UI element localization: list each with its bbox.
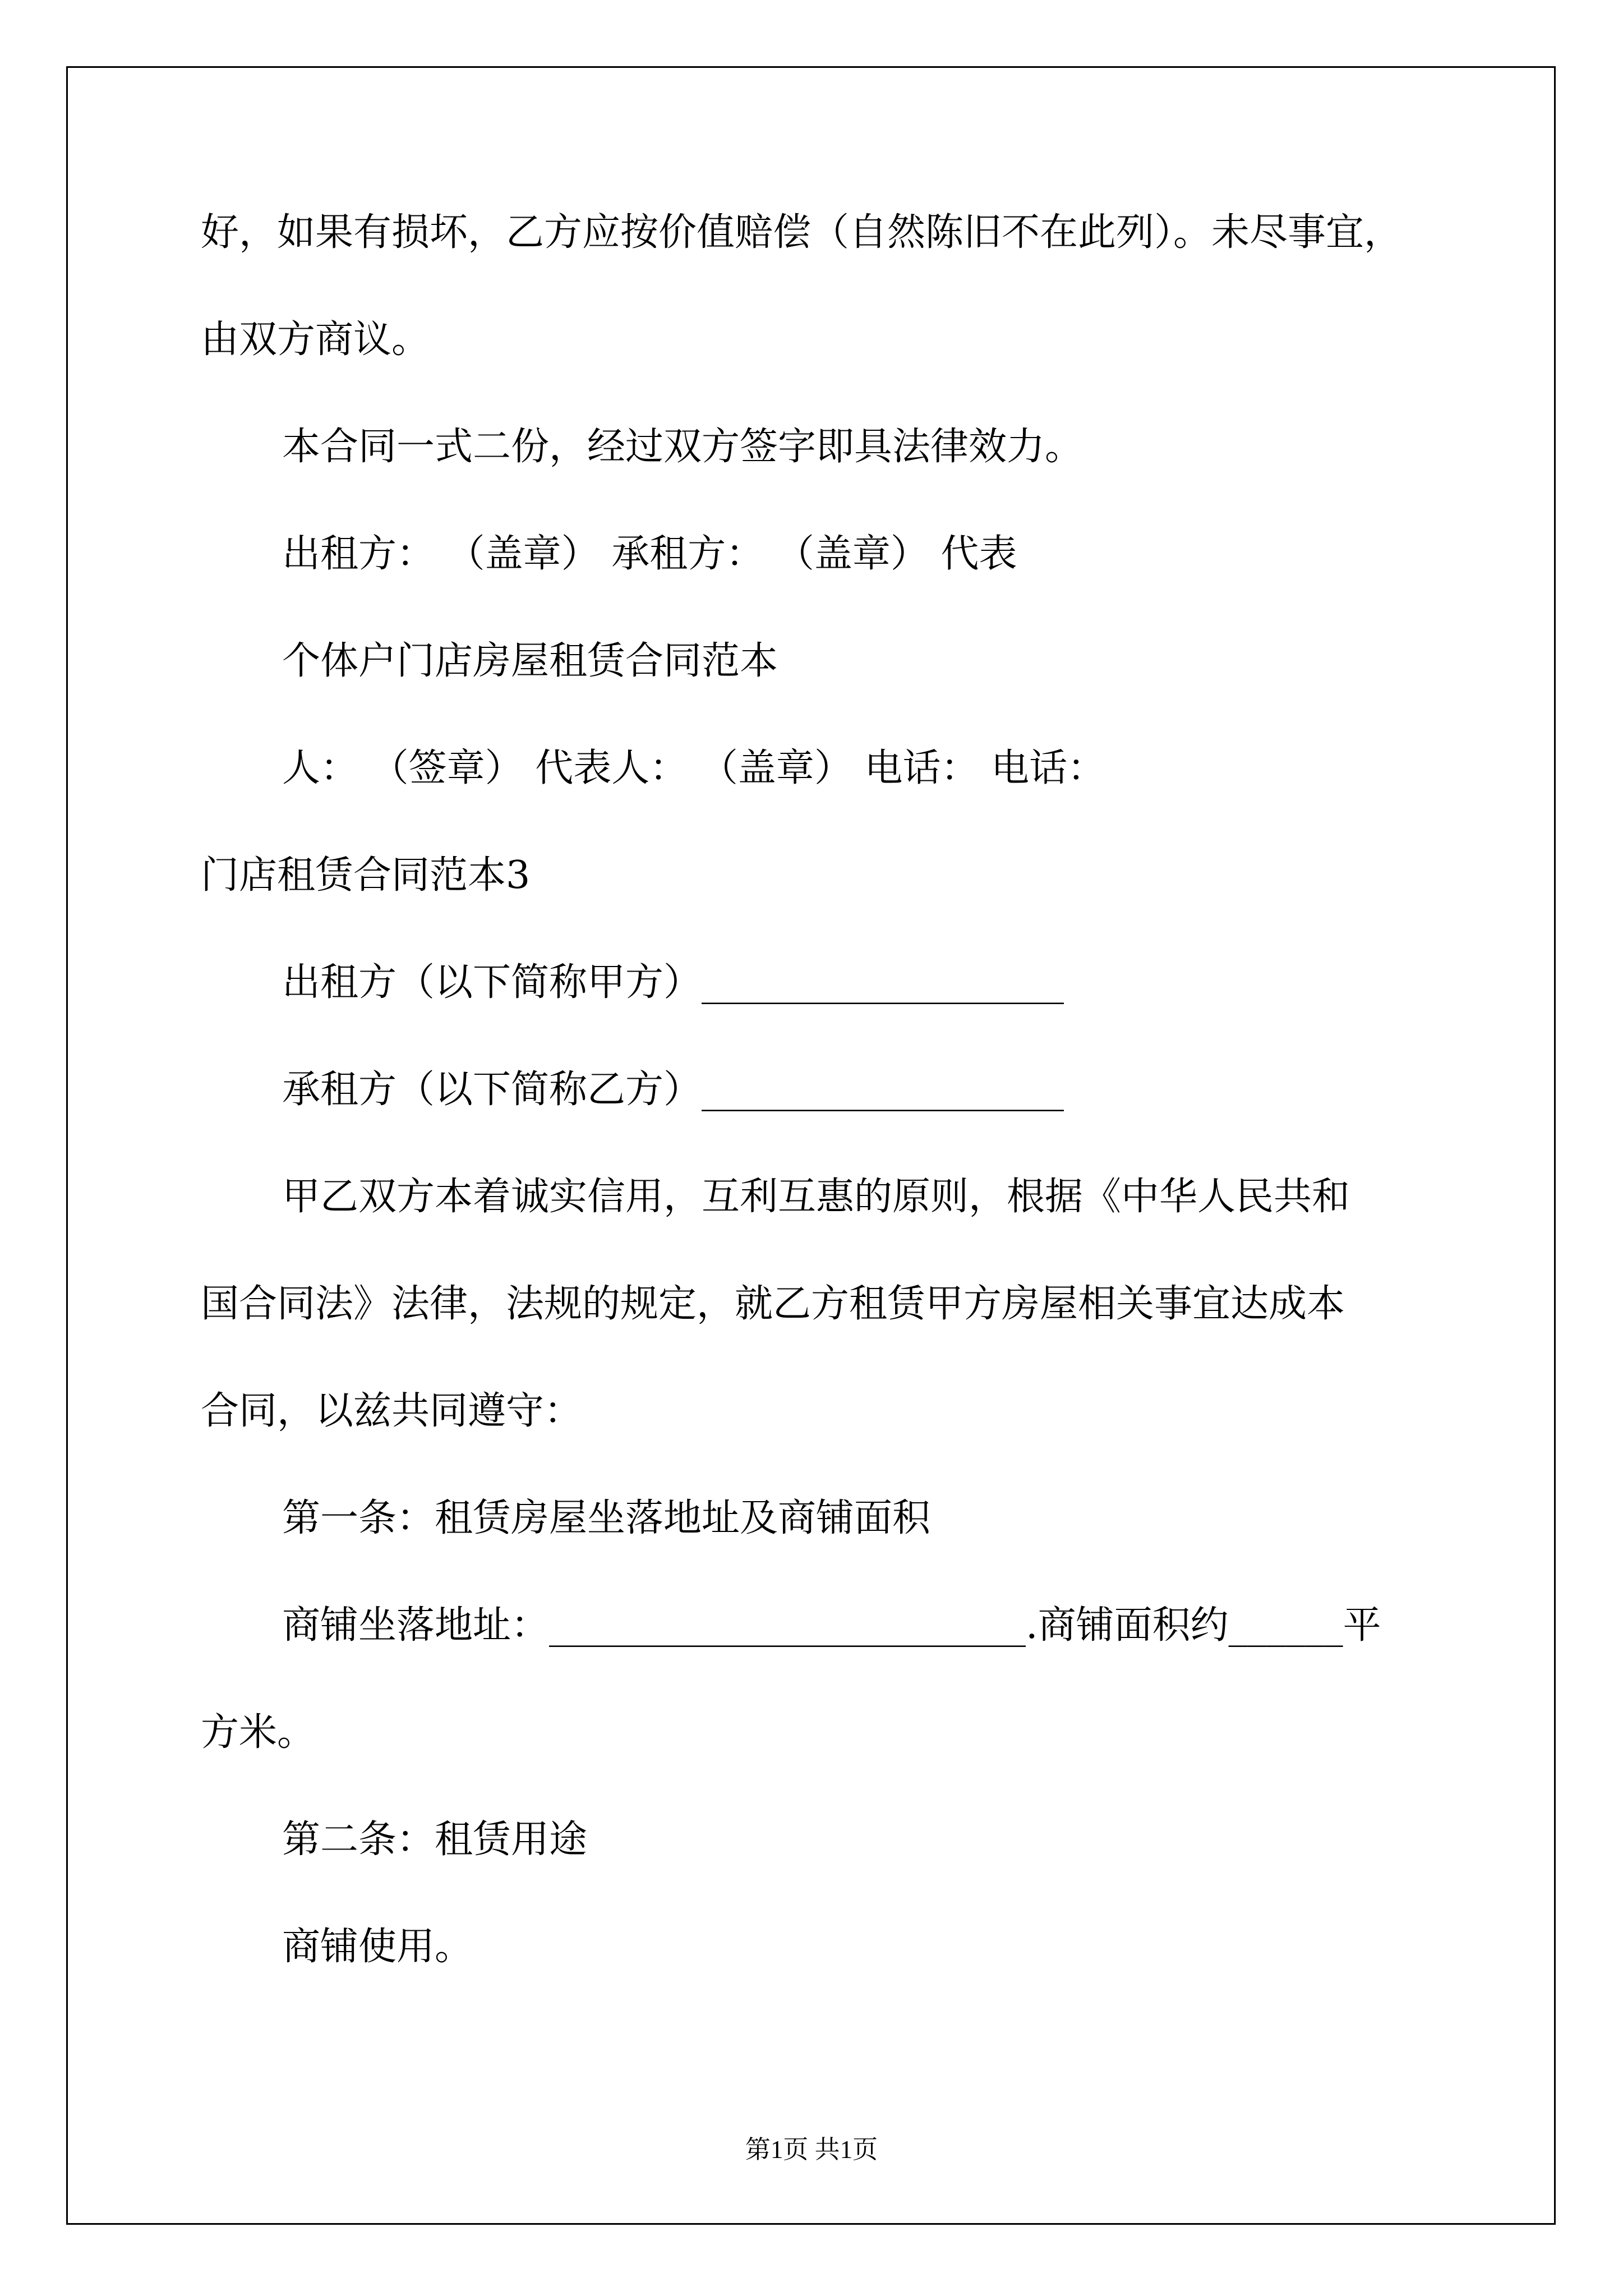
page-footer: 第1页 共1页 — [745, 2136, 878, 2164]
text-line: 甲乙双方本着诚实信用，互利互惠的原则，根据《中华人民共和 — [282, 1175, 1350, 1219]
text-line: 国合同法》法律，法规的规定，就乙方租赁甲方房屋相关事宜达成本 — [201, 1282, 1345, 1326]
text-line: 出租方： （盖章） 承租方： （盖章） 代表 — [282, 532, 1017, 576]
text-line: 出租方（以下简称甲方）___________________ — [282, 960, 1064, 1005]
text-line: 好，如果有损坏，乙方应按价值赔偿（自然陈旧不在此列）。未尽事宜， — [201, 210, 1403, 255]
text-line: 由双方商议。 — [201, 318, 430, 362]
text-line: 商铺坐落地址：_________________________.商铺面积约______平 — [282, 1603, 1381, 1648]
text-line: 承租方（以下简称乙方）___________________ — [282, 1068, 1064, 1112]
document-body — [201, 199, 1435, 2021]
text-line: 本合同一式二份，经过双方签字即具法律效力。 — [282, 425, 1083, 469]
article-heading: 第一条：租赁房屋坐落地址及商铺面积 — [282, 1496, 931, 1540]
text-line: 个体户门店房屋租赁合同范本 — [282, 639, 778, 683]
text-line: 方米。 — [201, 1710, 316, 1755]
text-line: 商铺使用。 — [282, 1925, 473, 1969]
text-line: 人： （签章） 代表人： （盖章） 电话： 电话： — [282, 746, 1106, 790]
text-line: 合同，以兹共同遵守： — [201, 1389, 583, 1433]
article-heading: 第二条：租赁用途 — [282, 1818, 588, 1862]
section-heading: 门店租赁合同范本3 — [201, 853, 531, 898]
